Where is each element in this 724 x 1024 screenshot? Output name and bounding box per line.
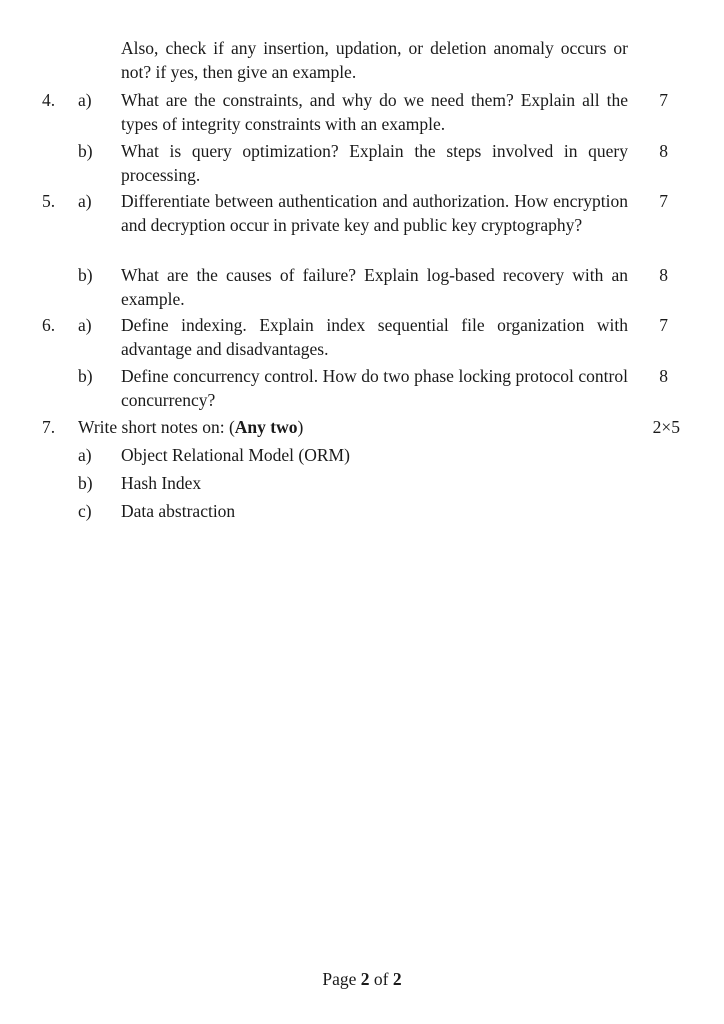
part-label: a) xyxy=(78,315,92,335)
marks: 8 xyxy=(659,366,668,386)
question-number: 7. xyxy=(42,417,56,437)
question-text: What is query optimization? Explain the steps involved in query processing. xyxy=(121,141,628,185)
question-text: Data abstraction xyxy=(121,501,236,521)
part-label: a) xyxy=(78,191,92,211)
part-label: a) xyxy=(78,445,92,465)
marks: 7 xyxy=(659,315,668,335)
marks: 7 xyxy=(659,90,668,110)
question-number: 4. xyxy=(42,90,56,110)
question-text: Object Relational Model (ORM) xyxy=(121,445,350,465)
question-text: What are the constraints, and why do we need them? Explain all the types of integrity constraints with an example. xyxy=(121,90,628,134)
part-label: b) xyxy=(78,366,93,386)
marks: 8 xyxy=(659,265,668,285)
marks: 7 xyxy=(659,191,668,211)
total-pages: 2 xyxy=(392,969,402,989)
part-label: a) xyxy=(78,90,92,110)
question-number: 5. xyxy=(42,191,56,211)
question-text: Differentiate between authentication and authorization. How encryption and decryption occur in private key and public key cryptography? xyxy=(121,191,628,235)
question-text: Also, check if any insertion, updation, or deletion anomaly occurs or not? if yes, then give an example. xyxy=(121,38,628,82)
part-label: c) xyxy=(78,501,92,521)
question-text: What are the causes of failure? Explain log-based recovery with an example. xyxy=(121,265,628,309)
question-text: Hash Index xyxy=(121,473,202,493)
part-label: b) xyxy=(78,473,93,493)
marks: 8 xyxy=(659,141,668,161)
current-page: 2 xyxy=(360,969,370,989)
part-label: b) xyxy=(78,141,93,161)
marks: 2×5 xyxy=(652,417,680,437)
question-number: 6. xyxy=(42,315,56,335)
emphasis: Any two xyxy=(234,417,298,437)
question-text: Define indexing. Explain index sequential file organization with advantage and disadvantages. xyxy=(121,315,628,359)
question-text: Write short notes on: (Any two) xyxy=(78,417,304,437)
page-footer: Page 2 of 2 xyxy=(322,969,402,989)
question-text: Define concurrency control. How do two phase locking protocol control concurrency? xyxy=(121,366,628,410)
part-label: b) xyxy=(78,265,93,285)
